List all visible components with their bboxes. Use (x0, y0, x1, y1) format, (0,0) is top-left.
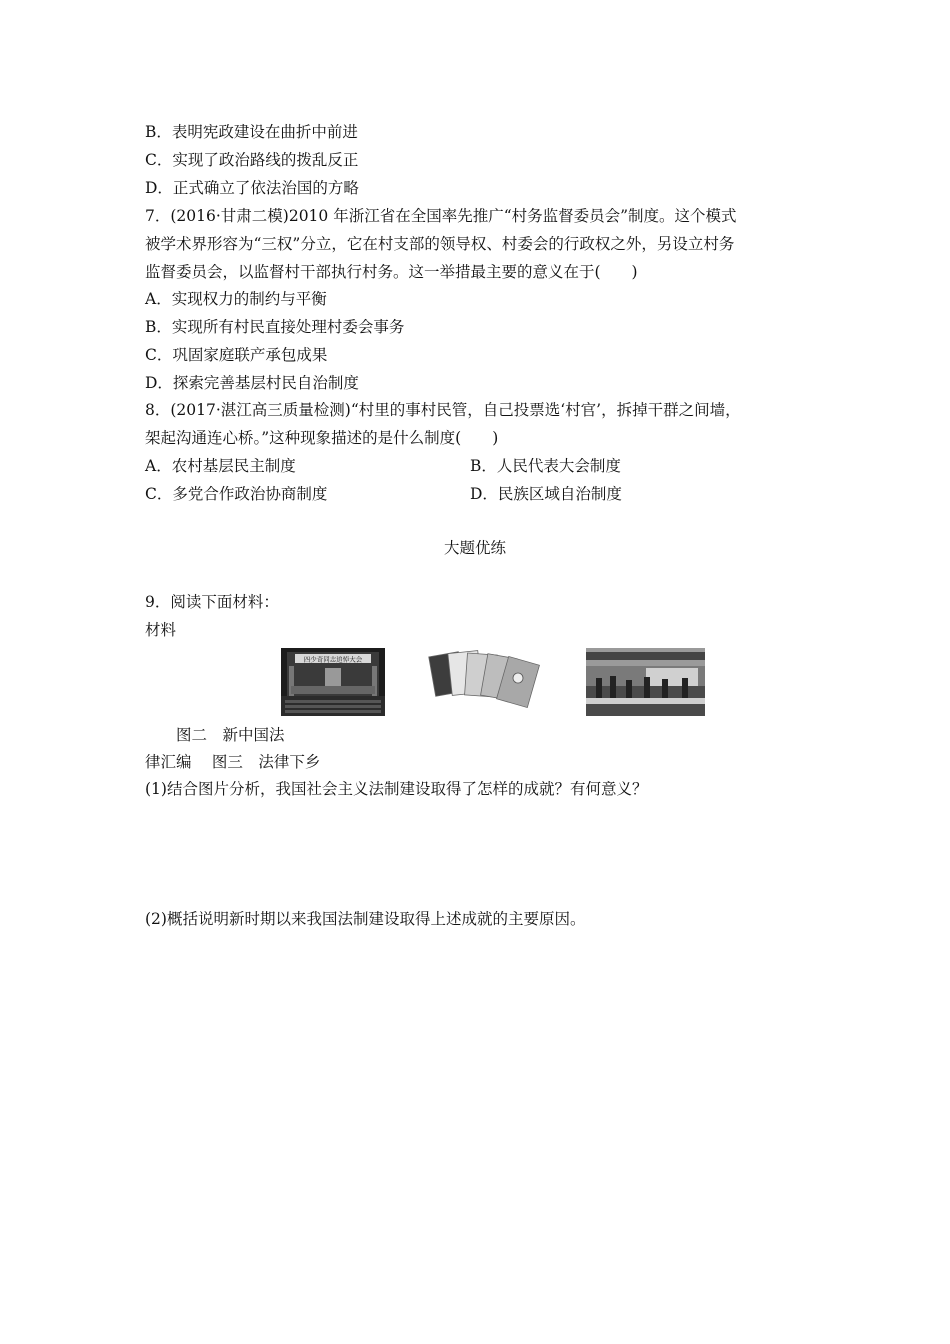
q7-option-c: C．巩固家庭联产承包成果 (145, 346, 328, 364)
q7-option-b: B．实现所有村民直接处理村委会事务 (145, 318, 405, 336)
q8-option-c: C．多党合作政治协商制度 (145, 485, 328, 503)
q6-option-d: D．正式确立了依法治国的方略 (145, 179, 359, 197)
memorial-banner-text: 四少奇同志追悼大会 (303, 655, 363, 664)
q9-material-label: 材料 (145, 621, 177, 639)
q8-option-d: D．民族区域自治制度 (470, 485, 622, 503)
q8-option-a: A．农村基层民主制度 (145, 457, 296, 475)
memorial-assembly-photo (281, 648, 385, 716)
q8-stem-line2: 架起沟通连心桥。”这种现象描述的是什么制度( ) (145, 429, 499, 447)
image-caption-line2: 律汇编 图三 法律下乡 (145, 753, 321, 771)
q7-option-d: D．探索完善基层村民自治制度 (145, 374, 359, 392)
q8-stem-line1: 8．(2017·湛江高三质量检测)“村里的事村民管，自己投票选‘村官’，拆掉干群之间墙， (145, 401, 741, 419)
law-compilation-books-photo (428, 648, 546, 716)
q7-stem-line1: 7．(2016·甘肃二模)2010 年浙江省在全国率先推广“村务监督委员会”制度。这个模式 (145, 207, 737, 225)
q9-intro: 9．阅读下面材料： (145, 593, 279, 611)
q9-subquestion-2: (2)概括说明新时期以来我国法制建设取得上述成就的主要原因。 (145, 910, 586, 928)
law-to-countryside-photo (586, 648, 705, 716)
q7-stem-line2: 被学术界形容为“三权”分立，它在村支部的领导权、村委会的行政权之外，另设立村务 (145, 235, 735, 253)
q7-option-a: A．实现权力的制约与平衡 (145, 290, 327, 308)
q6-option-c: C．实现了政治路线的拨乱反正 (145, 151, 359, 169)
q7-stem-line3: 监督委员会，以监督村干部执行村务。这一举措最主要的意义在于( ) (145, 263, 638, 281)
section-title: 大题优练 (443, 539, 506, 557)
image-caption-line1: 图二 新中国法 (176, 726, 285, 744)
q6-option-b: B．表明宪政建设在曲折中前进 (145, 123, 358, 141)
q8-option-b: B．人民代表大会制度 (470, 457, 621, 475)
q9-subquestion-1: (1)结合图片分析，我国社会主义法制建设取得了怎样的成就？有何意义？ (145, 780, 648, 798)
